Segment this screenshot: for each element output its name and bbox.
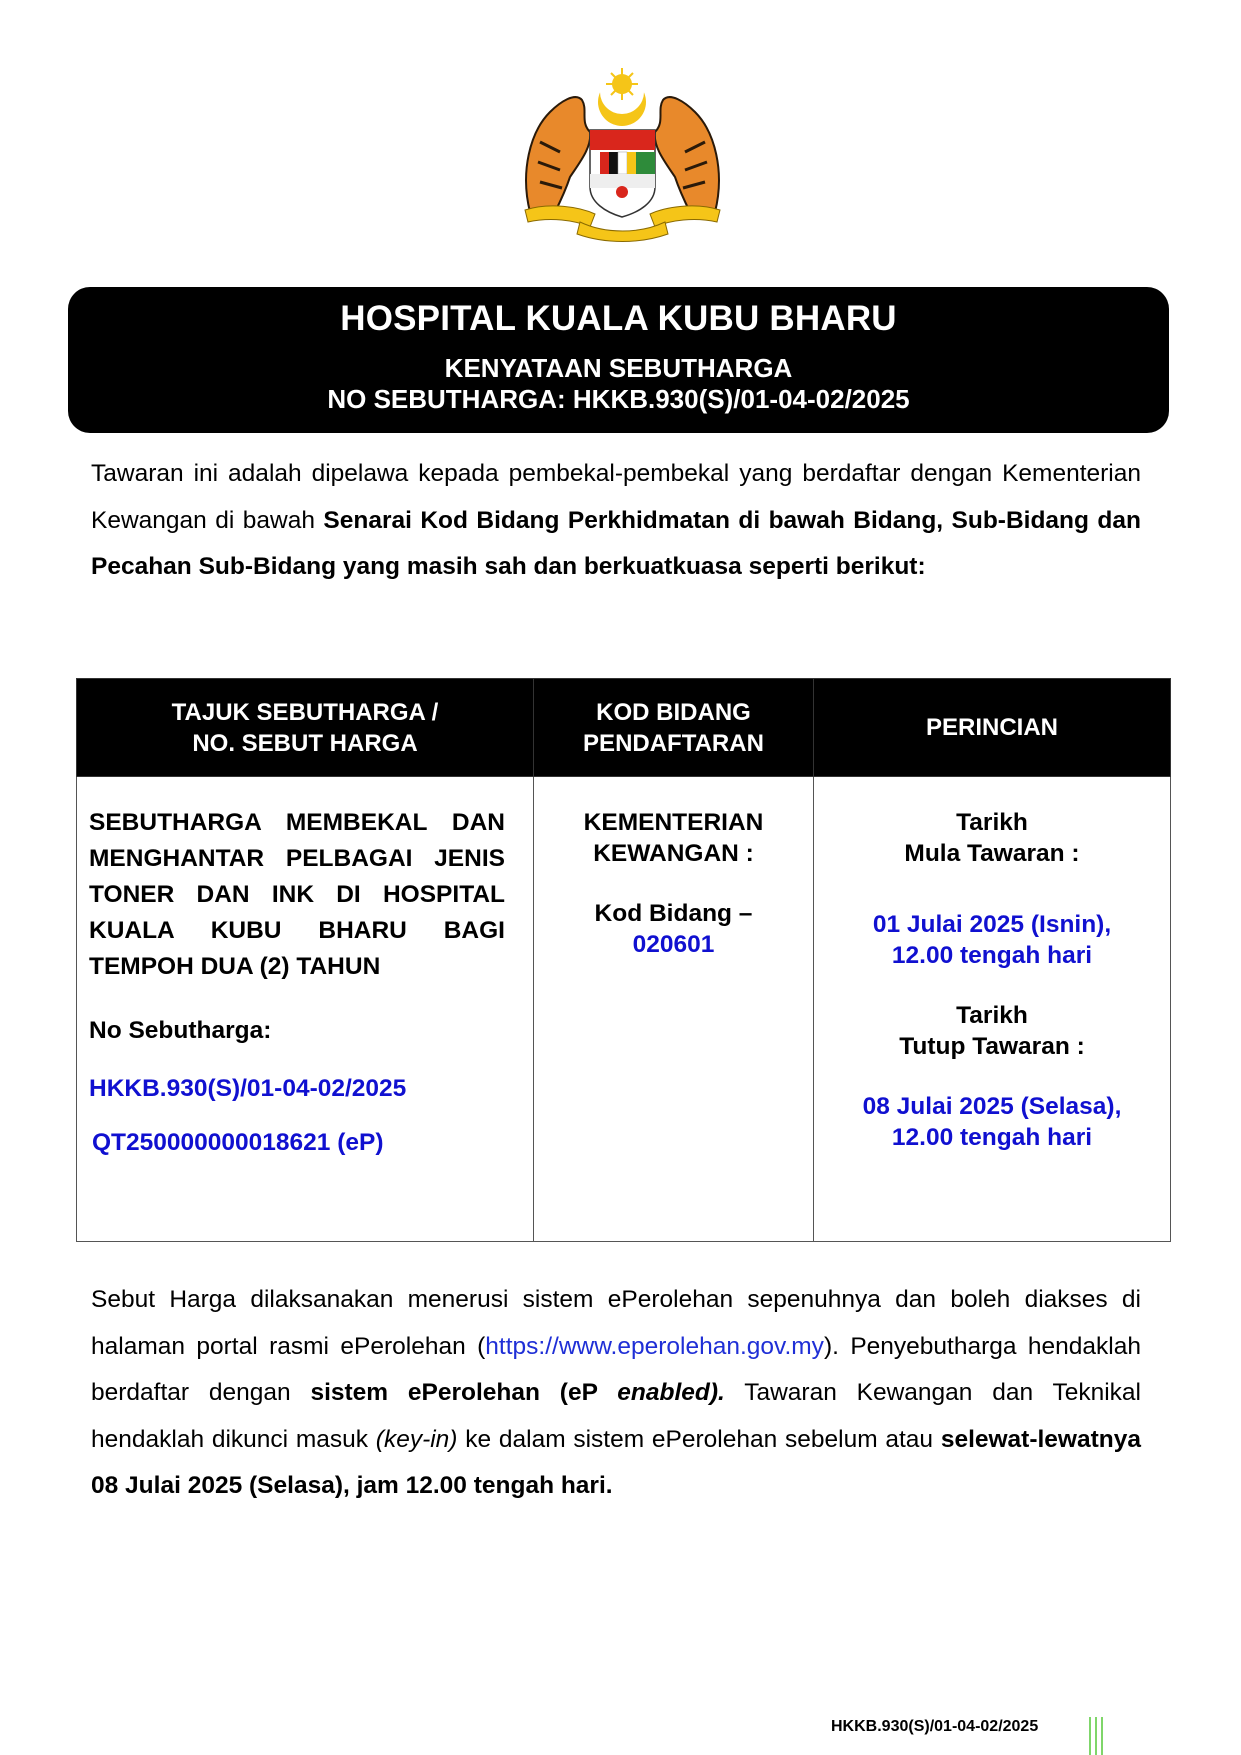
quotation-table [76,678,1171,1242]
ministry-line2: KEWANGAN : [593,840,754,867]
header-code-col: KOD BIDANG PENDAFTARAN [534,679,814,777]
quotation-no-label: No Sebutharga: [89,1017,272,1044]
table-header-row [77,679,1171,777]
closing-text-4: ke dalam sistem ePerolehan sebelum atau [457,1425,941,1453]
cell-details [814,777,1171,1242]
quotation-number: NO SEBUTHARGA: HKKB.930(S)/01-04-02/2025 [327,384,910,414]
header-title-col: TAJUK SEBUTHARGA / NO. SEBUT HARGA [77,679,534,777]
close-label-1: Tarikh [956,1002,1028,1029]
closing-bold-2: selewat-lewatnya 08 Julai 2025 (Selasa), jam 12.00 tengah hari. [91,1425,1141,1499]
footer-reference [831,1718,1038,1736]
close-date: 08 Julai 2025 (Selasa), [862,1093,1122,1120]
quotation-ref-number: HKKB.930(S)/01-04-02/2025 [89,1075,407,1102]
notice-title: KENYATAAN SEBUTHARGA [444,353,793,383]
close-time: 12.00 tengah hari [891,1124,1093,1151]
start-date: 01 Julai 2025 (Isnin), [872,911,1112,938]
close-label-2: Tutup Tawaran : [899,1033,1085,1060]
start-time: 12.00 tengah hari [891,942,1093,969]
closing-paragraph [91,1277,1141,1510]
closing-bold-italic: enabled). [617,1379,725,1406]
header-banner [68,287,1169,433]
closing-text-1: Sebut Harga dilaksanakan menerusi sistem ePerolehan sepenuhnya dan boleh diakses di halaman portal rasmi ePerolehan ( [91,1286,1141,1360]
start-label-1: Tarikh [956,809,1028,836]
table-row [77,777,1171,1242]
eperolehan-link[interactable]: https://www.eperolehan.gov.my [485,1332,824,1360]
closing-bold-1: sistem ePerolehan (eP [310,1379,618,1406]
start-label-2: Mula Tawaran : [904,840,1080,867]
intro-bold-text: Senarai Kod Bidang Perkhidmatan di bawah Bidang, Sub-Bidang dan Pecahan Sub-Bidang yang masih sah dan berkuatkuasa seperti berikut: [91,506,1141,580]
intro-text: Tawaran ini adalah dipelawa kepada pembekal-pembekal yang berdaftar dengan Kementerian Kewangan di bawah [91,460,1141,534]
hospital-name: HOSPITAL KUALA KUBU BHARU [340,299,897,338]
footer-bars-icon [1089,1717,1105,1755]
footer-ref-prefix: HKKB. [831,1718,882,1735]
cell-code [534,777,814,1242]
kod-bidang-label: Kod Bidang – [594,900,753,927]
ep-number: QT250000000018621 (eP) [92,1129,384,1156]
ministry-line1: KEMENTERIAN [583,809,764,836]
header-details-col: PERINCIAN [814,679,1171,777]
footer-ref-number: 930(S)/01-04-02/2025 [881,1718,1039,1735]
closing-text-3: Tawaran Kewangan dan Teknikal hendaklah dikunci masuk [91,1379,1141,1453]
coat-of-arms-icon [510,62,735,242]
intro-paragraph [91,451,1141,591]
cell-title [77,777,534,1242]
closing-text-2: ). Penyebutharga hendaklah berdaftar dengan [91,1332,1141,1406]
quotation-title: SEBUTHARGA MEMBEKAL DAN MENGHANTAR PELBAGAI JENIS TONER DAN INK DI HOSPITAL KUALA KUBU BHARU BAGI TEMPOH DUA (2) TAHUN [89,809,505,980]
closing-italic: (key-in) [375,1425,458,1453]
kod-bidang-value: 020601 [632,931,715,958]
